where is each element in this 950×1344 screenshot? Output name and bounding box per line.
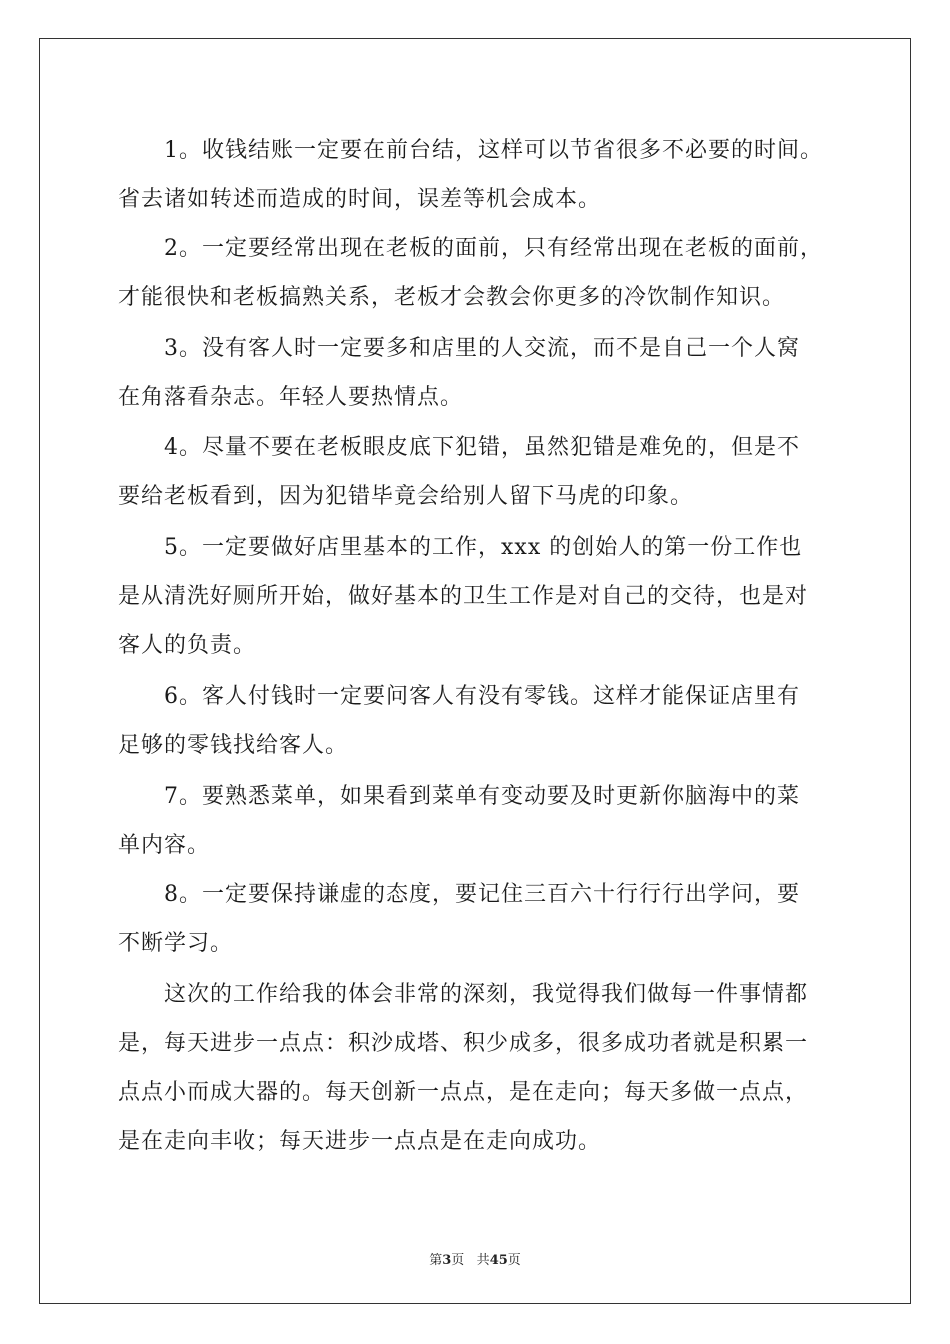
paragraph-1 — [118, 126, 838, 224]
paragraph-4 — [118, 423, 838, 521]
paragraph-line: 4。尽量不要在老板眼皮底下犯错，虽然犯错是难免的，但是不 — [164, 435, 800, 460]
paragraph-line: 3。没有客人时一定要多和店里的人交流，而不是自己一个人窝 — [164, 336, 800, 361]
paragraph-8 — [118, 870, 838, 968]
paragraph-line: 是，每天进步一点点：积沙成塔、积少成多，很多成功者就是积累一 — [118, 1031, 809, 1056]
paragraph-5 — [118, 523, 838, 670]
paragraph-line: 1。收钱结账一定要在前台结，这样可以节省很多不必要的时间。 — [164, 138, 823, 163]
paragraph-line: 这次的工作给我的体会非常的深刻，我觉得我们做每一件事情都 — [164, 982, 809, 1007]
paragraph-line: 在角落看杂志。年轻人要热情点。 — [118, 385, 464, 410]
paragraph-line: 6。客人付钱时一定要问客人有没有零钱。这样才能保证店里有 — [164, 684, 800, 709]
page-prefix: 第 — [429, 1253, 443, 1268]
paragraph-6 — [118, 672, 838, 770]
paragraph-7 — [118, 772, 838, 870]
paragraph-line: 8。一定要保持谦虚的态度，要记住三百六十行行行出学问，要 — [164, 882, 800, 907]
paragraph-line: 是在走向丰收；每天进步一点点是在走向成功。 — [118, 1129, 602, 1154]
total-prefix: 共 — [476, 1253, 490, 1268]
paragraph-line: 点点小而成大器的。每天创新一点点，是在走向；每天多做一点点， — [118, 1080, 809, 1105]
page-suffix: 页 — [451, 1253, 465, 1268]
paragraph-line: 要给老板看到，因为犯错毕竟会给别人留下马虎的印象。 — [118, 484, 694, 509]
paragraph-3 — [118, 324, 838, 422]
paragraph-line: 单内容。 — [118, 833, 211, 858]
paragraph-line: 7。要熟悉菜单，如果看到菜单有变动要及时更新你脑海中的菜 — [164, 784, 800, 809]
paragraph-line: 才能很快和老板搞熟关系，老板才会教会你更多的冷饮制作知识。 — [118, 285, 786, 310]
paragraph-line: 2。一定要经常出现在老板的面前，只有经常出现在老板的面前， — [164, 236, 823, 261]
paragraph-line: 客人的负责。 — [118, 633, 257, 658]
paragraph-9 — [118, 970, 838, 1166]
paragraph-line: 不断学习。 — [118, 931, 234, 956]
page-number: 3 — [442, 1253, 452, 1268]
paragraph-line: 足够的零钱找给客人。 — [118, 733, 349, 758]
paragraph-line: 5。一定要做好店里基本的工作，xxx 的创始人的第一份工作也 — [164, 535, 803, 560]
page-footer — [0, 1249, 950, 1268]
paragraph-line: 是从清洗好厕所开始，做好基本的卫生工作是对自己的交待，也是对 — [118, 584, 809, 609]
total-pages: 45 — [489, 1253, 508, 1268]
paragraph-2 — [118, 224, 838, 322]
paragraph-line: 省去诸如转述而造成的时间，误差等机会成本。 — [118, 187, 602, 212]
total-suffix: 页 — [507, 1253, 521, 1268]
